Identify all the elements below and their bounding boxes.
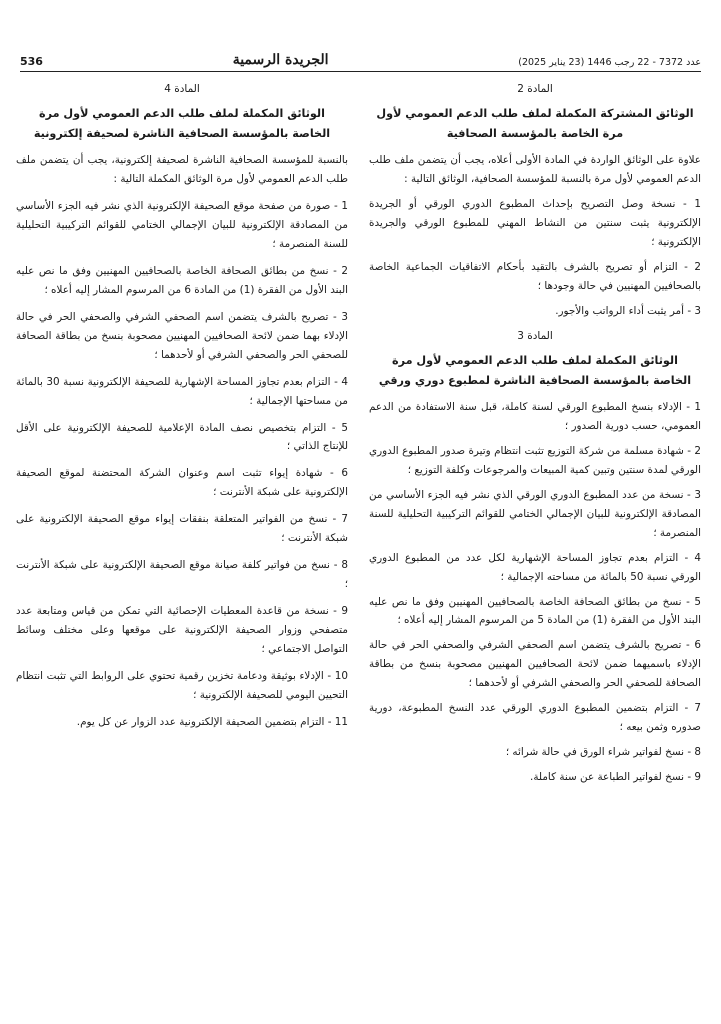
- article-4-paragraph: 1 - صورة من صفحة موقع الصحيفة الإلكترونية الذي نشر فيه الجزء الأساسي من المصادقة الإلكترونية للبيان الإجمالي الختامي للقوائم التركيبية التحليلية للسنة المنصرمة ؛: [16, 200, 348, 251]
- article-3-paragraph: 8 - نسخ لفواتير شراء الورق في حالة شرائه ؛: [505, 746, 701, 759]
- issue-info: عدد 7372 - 22 رجب 1446 (23 يناير 2025): [518, 57, 701, 68]
- article-4-paragraph: 3 - تصريح بالشرف يتضمن اسم الصحفي الشرفي والصحفي الحر في حالة الإدلاء بهما ضمن لائحة الصحافيين المهنيين مصحوبة بنسخ من بطاقة الصحافة للصحفي الحر والصحفي الشرفي أو لأحدهما ؛: [16, 310, 348, 361]
- article-4-paragraph: بالنسبة للمؤسسة الصحافية الناشرة لصحيفة إلكترونية، يجب أن يتضمن ملف طلب الدعم العمومي لأول مرة الوثائق المكملة التالية :: [16, 154, 348, 186]
- article-3-paragraph: 2 - شهادة مسلمة من شركة التوزيع تثبت انتظام وتيرة صدور المطبوع الدوري الورقي لمدة سنتين وتبين كمية المبيعات والمرجوعات وكلفة التوزيع ؛: [369, 444, 701, 476]
- article-3-paragraph: 3 - نسخة من عدد المطبوع الدوري الورقي الذي نشر فيه الجزء الأساسي من المصادقة الإلكترونية للبيان الإجمالي الختامي للقوائم التركيبية التحليلية للسنة المنصرمة ؛: [369, 488, 701, 539]
- article-2-title: الوثائق المشتركة المكملة لملف طلب الدعم العمومي لأول مرة الخاصة بالمؤسسة الصحافية: [376, 107, 694, 140]
- article-2-number: المادة 2: [517, 83, 553, 95]
- article-4-title: الوثائق المكملة لملف طلب الدعم العمومي لأول مرة الخاصة بالمؤسسة الصحافية الناشرة لصحيفة إلكترونية: [33, 107, 331, 140]
- left-column: [16, 78, 348, 740]
- gazette-title: الجريدة الرسمية: [232, 52, 329, 68]
- article-4-paragraph: 4 - التزام بعدم تجاوز المساحة الإشهارية للصحيفة الإلكترونية نسبة 30 بالمائة من مساحتها الإجمالية ؛: [16, 375, 348, 407]
- article-2-paragraph: 3 - أمر يثبت أداء الرواتب والأجور.: [555, 304, 701, 317]
- article-4-paragraph: 11 - التزام بتضمين الصحيفة الإلكترونية عدد الزوار عن كل يوم.: [76, 715, 348, 728]
- article-3-paragraph: 1 - الإدلاء بنسخ المطبوع الورقي لسنة كاملة، قبل سنة الاستفادة من الدعم العمومي، حسب دورية الصدور ؛: [369, 401, 701, 433]
- article-2-paragraph: 2 - التزام أو تصريح بالشرف بالتقيد بأحكام الاتفاقيات الجماعية الخاصة بالصحافيين المهنيين في حالة وجودها ؛: [369, 260, 701, 292]
- article-2-paragraph: علاوة على الوثائق الواردة في المادة الأولى أعلاه، يجب أن يتضمن ملف طلب الدعم العمومي لأول مرة بالنسبة للمؤسسة الصحافية، الوثائق التالية :: [369, 154, 701, 186]
- article-3-paragraph: 6 - تصريح بالشرف يتضمن اسم الصحفي الشرفي والصحفي الحر في حالة الإدلاء باسميهما ضمن لائحة الصحافيين المهنيين مصحوبة بنسخ من بطاقة الصحافة للصحفي الحر والصحفي الشرفي أو لأحدهما ؛: [369, 639, 701, 690]
- right-column: [369, 78, 701, 793]
- article-2-paragraph: 1 - نسخة وصل التصريح بإحداث المطبوع الدوري الورقي أو الجريدة الإلكترونية يثبت سنتين من النشاط المهني للمطبوع الورقي والجريدة الإلكترونية ؛: [369, 198, 701, 249]
- article-4-paragraph: 7 - نسخ من الفواتير المتعلقة بنفقات إيواء موقع الصحيفة الإلكترونية على شبكة الأنترنت ؛: [16, 513, 348, 545]
- article-4-paragraph: 10 - الإدلاء بوثيقة ودعامة تخزين رقمية تحتوي على الروابط التي تثبت انتظام التحيين اليومي للصحيفة الإلكترونية ؛: [16, 669, 348, 701]
- page-header: [20, 46, 701, 72]
- article-4-paragraph: 8 - نسخ من فواتير كلفة صيانة موقع الصحيفة الإلكترونية على شبكة الأنترنت ؛: [16, 559, 348, 591]
- article-4-paragraph: 6 - شهادة إيواء تثبت اسم وعنوان الشركة المحتضنة لموقع الصحيفة الإلكترونية على شبكة الأنترنت ؛: [16, 467, 348, 499]
- article-4-number: المادة 4: [164, 83, 200, 95]
- page-number: 536: [20, 55, 43, 68]
- article-3-title: الوثائق المكملة لملف طلب الدعم العمومي لأول مرة الخاصة بالمؤسسة الصحافية الناشرة لمطبوع دوري ورقي: [378, 353, 692, 387]
- article-3-paragraph: 9 - نسخ لفواتير الطباعة عن سنة كاملة.: [530, 771, 701, 784]
- article-4-paragraph: 5 - التزام بتخصيص نصف المادة الإعلامية للصحيفة الإلكترونية على الأقل للإنتاج الذاتي ؛: [16, 421, 348, 453]
- article-4-paragraph: 2 - نسخ من بطائق الصحافة الخاصة بالصحافيين المهنيين وفق ما نص عليه البند الأول من الفقرة (1) من المادة 6 من المرسوم المشار إليه أعلاه ؛: [16, 264, 348, 296]
- article-4-paragraph: 9 - نسخة من قاعدة المعطيات الإحصائية التي تمكن من قياس ومتابعة عدد متصفحي وزوار الصحيفة الإلكترونية على موقعها وعلى مختلف وسائط التواصل الاجتماعي ؛: [16, 605, 348, 655]
- article-3-paragraph: 7 - التزام بتضمين المطبوع الدوري الورقي عدد النسخ المطبوعة، دورية صدوره وثمن بيعه ؛: [369, 702, 701, 734]
- article-3-paragraph: 4 - التزام بعدم تجاوز المساحة الإشهارية لكل عدد من المطبوع الدوري الورقي نسبة 50 بالمائة من مساحته الإجمالية ؛: [369, 551, 701, 583]
- article-3-paragraph: 5 - نسخ من بطائق الصحافة الخاصة بالصحافيين المهنيين وفق ما نص عليه البند الأول من الفقرة (1) من المادة 5 من المرسوم المشار إليه أعلاه ؛: [369, 595, 701, 627]
- article-3-number: المادة 3: [517, 329, 553, 342]
